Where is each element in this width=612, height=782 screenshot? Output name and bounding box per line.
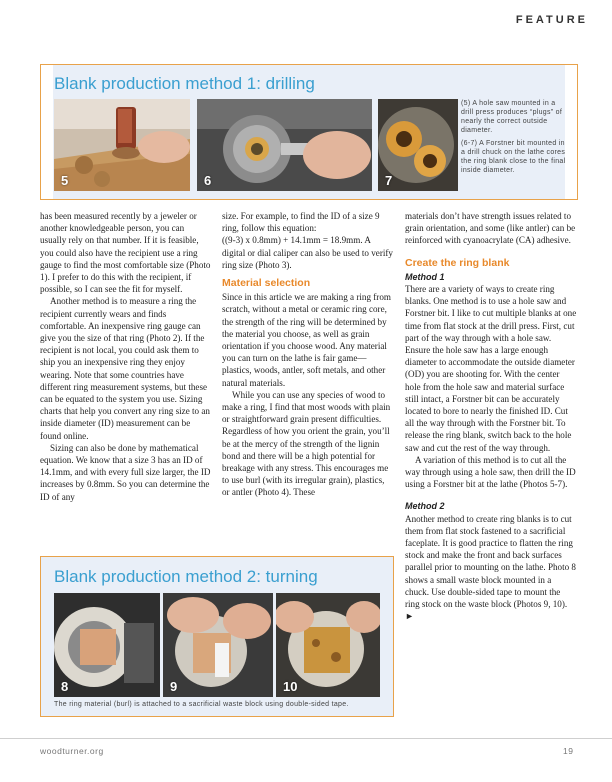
footer-rule [0,738,612,739]
section-label: FEATURE [515,14,588,26]
paragraph: A variation of this method is to cut all the way through using a hole saw, then drill the ID using a Forstner bit at the lathe (Photos 5-7). [405,454,576,490]
sidebar-drilling [40,64,578,200]
photo-7 [378,99,458,191]
drill-press-photo [54,99,190,191]
photo-10 [276,593,380,697]
photo-number: 9 [170,679,178,694]
photo-number: 6 [204,173,212,188]
page-number: 19 [563,746,574,756]
photo-number: 5 [61,173,69,188]
heading-material-selection: Material selection [222,277,311,290]
caption-photo-5: (5) A hole saw mounted in a drill press produces “plugs” of nearly the correct outside diameter. [461,100,563,134]
photo-6 [197,99,372,191]
paragraph: Since in this article we are making a ring from scratch, without a metal or ceramic ring core, the strength of the ring will be determined by the material you choose, as well as grain orientation if you choose wood. Any material you can turn on the lathe is fair game—plastics, woods, antler, soft metals, and other natural materials. [222,292,391,388]
photo-number: 7 [385,173,393,188]
paragraph: Another method to create ring blanks is to cut them from flat stock fastened to a sacrificial faceplate. It is good practice to flatten the ring stock and make the front and back surfaces parallel prior to mounting on the lathe. Photo 8 shows a small waste block mounted in a chuck. Use double-sided tape to mount the ring stock on the waste block (Photos 9, 10). ► [405,513,576,622]
heading-method-1: Method 1 [405,271,445,282]
column-3 [405,210,577,623]
sidebar-turning-caption: The ring material (burl) is attached to a sacrificial waste block using double-sided tape. [54,701,349,708]
paragraph: has been measured recently by a jeweler or another knowledgeable person, you can usually rely on that number. If it is feasible, you could also have the recipient use a ring gauge to find the most comfortable size (Photo 1). I prefer to do this with the recipient, if possible, so I can see the fit for myself. [40,211,211,295]
photo-number: 8 [61,679,69,694]
paragraph: There are a variety of ways to create ring blanks. One method is to use a hole saw and Forstner bit. I like to cut multiple blanks at one time from flat stock at the drill press. First, cut part of the way through with a hole saw. Ensure the hole saw has a large enough diameter to accommodate the outside diameter (OD) you are shooting for. With the center hole from the hole saw and material surface still intact, a Forstner bit can be accurately located to bore to nearly the finished ID. Cut all the way through with the Forstner bit. To release the ring blank, switch back to the hole saw and cut the rest of the way through. [405,284,577,453]
heading-method-2: Method 2 [405,501,445,512]
tape-photo [163,593,273,697]
paragraph: While you can use any species of wood to make a ring, I find that most woods with plain or straightforward grain present difficulties. Regardless of how you orient the grain, you’ll be at the mercy of the strength of the lignin bond and there will be a high potential for breakage with any stress. This encourages me to use burl (with its irregular grain), plastics, or antler (Photo 4). These [222,389,391,498]
photo-number: 10 [283,679,298,694]
photo-5 [54,99,190,191]
lathe-chuck-photo [197,99,372,191]
sidebar-turning-title: Blank production method 2: turning [54,567,318,586]
photo-8 [54,593,160,697]
caption-photos-6-7: (6-7) A Forstner bit mounted in a drill chuck on the lathe cores the ring blank close to the final inside diameter. [461,140,566,174]
column-1 [40,210,212,503]
waste-block-photo [54,593,160,697]
paragraph: Another method is to measure a ring the recipient currently wears and finds comfortable. An inexpensive ring gauge can give you the size of that ring (Photo 2). If the recipient is not local, you could ask them to ship you an inexpensive ring they enjoy wearing. Note that some countries have different ring measurement systems, but these can be equated to the system you use. Sizing charts that help you convert any ring size to an inside diameter (ID) measurement can be found online. [40,296,210,441]
paragraph: size. For example, to find the ID of a size 9 ring, follow this equation: [222,211,380,234]
column-2 [222,210,394,499]
paragraph: Sizing can also be done by mathematical equation. We know that a size 3 has an ID of 14.1mm, and with every full size larger, the ID increases by 0.8mm. So you can determine the ID of any [40,442,211,502]
sidebar-drilling-title: Blank production method 1: drilling [54,74,315,93]
sidebar-drilling-caption [461,99,567,179]
heading-create-ring-blank: Create the ring blank [405,256,510,269]
equation-paragraph: ((9-3) x 0.8mm) + 14.1mm = 18.9mm. A digital or dial caliper can also be used to verify ring size (Photo 3). [222,235,393,270]
photo-9 [163,593,273,697]
paragraph: materials don’t have strength issues related to grain orientation, and some (like antler) can be reinforced with cyanoacrylate (CA) adhesive. [405,211,576,246]
sidebar-turning [40,556,394,717]
footer-site: woodturner.org [40,746,104,756]
